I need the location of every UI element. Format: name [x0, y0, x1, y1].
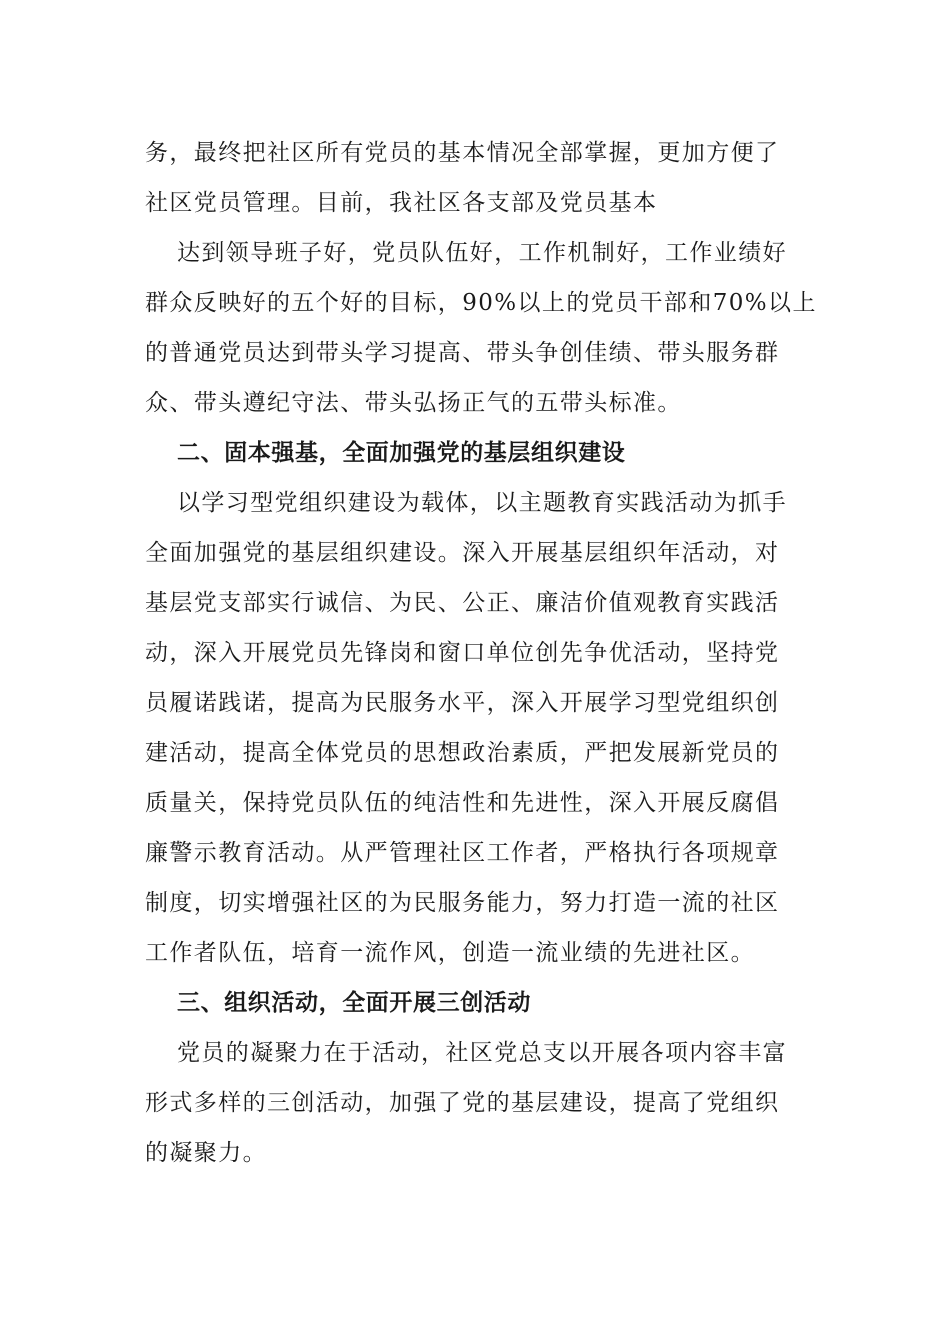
- text-line: 基层党支部实行诚信、为民、公正、廉洁价值观教育实践活: [145, 590, 780, 616]
- text-line: 党员的凝聚力在于活动，社区党总支以开展各项内容丰富: [177, 1040, 787, 1066]
- text-line: 的普通党员达到带头学习提高、带头争创佳绩、带头服务群: [145, 340, 780, 366]
- text-line: 工作者队伍，培育一流作风，创造一流业绩的先进社区。: [145, 940, 755, 966]
- text-line: 以学习型党组织建设为载体，以主题教育实践活动为抓手: [177, 490, 787, 516]
- text-line: 建活动，提高全体党员的思想政治素质，严把发展新党员的: [145, 740, 780, 766]
- text-line: 动，深入开展党员先锋岗和窗口单位创先争优活动，坚持党: [145, 640, 780, 666]
- text-line: 廉警示教育活动。从严管理社区工作者，严格执行各项规章: [145, 840, 780, 866]
- document-page: [145, 128, 817, 1178]
- text-line: 全面加强党的基层组织建设。深入开展基层组织年活动，对: [145, 540, 780, 566]
- section-heading: 二、固本强基，全面加强党的基层组织建设: [177, 440, 626, 466]
- text-line: 质量关，保持党员队伍的纯洁性和先进性，深入开展反腐倡: [145, 790, 780, 816]
- paragraph: [145, 228, 817, 428]
- text-line: 达到领导班子好，党员队伍好，工作机制好，工作业绩好: [177, 240, 787, 266]
- section-heading: 三、组织活动，全面开展三创活动: [177, 990, 531, 1016]
- text-line: 众、带头遵纪守法、带头弘扬正气的五带头标准。: [145, 390, 682, 416]
- paragraph: [145, 1028, 807, 1178]
- text-line: 务，最终把社区所有党员的基本情况全部掌握，更加方便了: [145, 140, 780, 166]
- text-line: 社区党员管理。目前，我社区各支部及党员基本: [145, 190, 658, 216]
- text-line: 的凝聚力。: [145, 1140, 267, 1166]
- paragraph: [145, 478, 807, 978]
- text-line: 群众反映好的五个好的目标，90%以上的党员干部和70%以上: [145, 290, 817, 316]
- text-line: 制度，切实增强社区的为民服务能力，努力打造一流的社区: [145, 890, 780, 916]
- paragraph: [145, 128, 807, 228]
- text-line: 形式多样的三创活动，加强了党的基层建设，提高了党组织: [145, 1090, 780, 1116]
- text-line: 员履诺践诺，提高为民服务水平，深入开展学习型党组织创: [145, 690, 780, 716]
